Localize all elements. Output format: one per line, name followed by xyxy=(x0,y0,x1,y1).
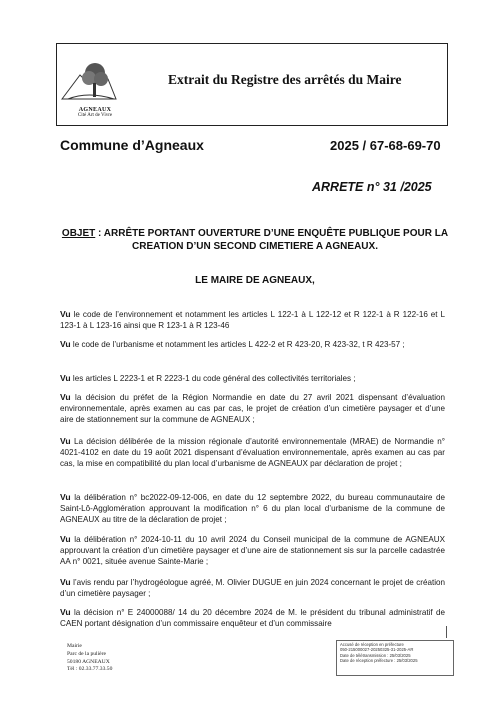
logo-caption xyxy=(55,107,135,118)
vu-word: Vu xyxy=(60,534,71,544)
visa-paragraph xyxy=(60,577,445,599)
vu-word: Vu xyxy=(60,392,71,402)
address-line: 50180 AGNEAUX xyxy=(67,658,110,665)
maire-heading: LE MAIRE DE AGNEAUX, xyxy=(195,275,315,286)
visa-text: la délibération n° bc2022-09-12-006, en date du 12 septembre 2022, du bureau communautaire de Saint-Lô-Agglomération approuvant la modification n° 6 du plan local d’urbanisme de la commune de AGNEAUX au titre de la déclaration de projet ; xyxy=(60,493,445,524)
prefecture-receipt-stamp xyxy=(336,640,454,676)
visa-text: la délibération n° 2024-10-11 du 10 avril 2024 du Conseil municipal de la commune de AGNEAUX approuvant la création d’un cimetière paysager et d’une aire de stationnement sis sur la parcelle cadastrée AA n° 0021, située avenue Sainte-Marie ; xyxy=(60,535,445,566)
visa-text: La décision délibérée de la mission régionale d’autorité environnementale (MRAE) de Normandie n° 4021-4102 en date du 19 août 2021 dispensant d’évaluation environnementale, après examen au cas par cas, la mise en compatibilité du plan local d’urbanisme de AGNEAUX par déclaration de projet ; xyxy=(60,437,445,468)
logo-name: AGNEAUX xyxy=(78,107,112,113)
objet-block xyxy=(60,227,450,253)
visa-paragraph xyxy=(60,436,445,469)
visa-paragraph xyxy=(60,373,445,384)
reference-number: 2025 / 67-68-69-70 xyxy=(330,138,441,153)
visa-paragraph xyxy=(60,309,445,331)
visa-paragraph xyxy=(60,492,445,525)
tree-icon xyxy=(58,45,122,107)
visa-paragraph xyxy=(60,534,445,567)
agneaux-logo xyxy=(58,45,122,115)
visa-paragraph xyxy=(60,392,445,425)
registry-title: Extrait du Registre des arrêtés du Maire xyxy=(168,72,402,87)
stamp-line: 050-215000027-20250325-31-2025-AR xyxy=(340,647,414,653)
visa-text: la décision n° E 24000088/ 14 du 20 décembre 2024 de M. le président du tribunal administratif de CAEN portant désignation d’un commissaire enquêteur et d’un commissaire xyxy=(60,608,445,628)
vu-word: Vu xyxy=(60,607,71,617)
commune-name: Commune d’Agneaux xyxy=(60,137,204,153)
address-line: Parc de la pulière xyxy=(67,650,106,657)
vu-word: Vu xyxy=(60,436,71,446)
stamp-line: Accusé de réception en préfecture xyxy=(340,642,404,647)
objet-label: OBJET xyxy=(61,228,96,239)
address-line: Mairie xyxy=(67,643,82,649)
vu-word: Vu xyxy=(60,577,71,587)
pen-mark xyxy=(446,626,447,638)
mairie-address xyxy=(67,643,112,674)
visa-paragraph xyxy=(60,607,445,629)
address-line: Tél : 02.33.77.33.50 xyxy=(67,666,113,673)
objet-text: : ARRÊTE PORTANT OUVERTURE D’UNE ENQUÊTE PUBLIQUE POUR LA CREATION D’UN SECOND CIMETIERE A AGNEAUX. xyxy=(95,228,449,252)
stamp-line: Date de réception préfecture : 25/03/2025 xyxy=(340,658,418,664)
visa-text: le code de l’environnement et notamment les articles L 122-1 à L 122-12 et R 122-1 à R 122-16 et L 123-1 à L 123-16 ainsi que R 123-1 à R 123-46 xyxy=(60,310,445,330)
stamp-line: Date de télétransmission : 25/03/2025 xyxy=(340,652,411,658)
vu-word: Vu xyxy=(60,339,71,349)
visa-text: les articles L 2223-1 et R 2223-1 du code général des collectivités territoriales ; xyxy=(70,374,356,383)
vu-word: Vu xyxy=(60,373,71,383)
visa-text: le code de l’urbanisme et notamment les articles L 422-2 et R 423-20, R 423-32, t R 423-57 ; xyxy=(70,340,405,349)
vu-word: Vu xyxy=(60,492,71,502)
visa-text: la décision du préfet de la Région Normandie en date du 27 avril 2021 dispensant d’évaluation environnementale, après examen au cas par cas, le projet de création d’un cimetière paysager et d’une aire de stationnement sur la commune de AGNEAUX ; xyxy=(60,393,445,424)
visa-text: l’avis rendu par l’hydrogéologue agréé, M. Olivier DUGUE en juin 2024 concernant le projet de création d’un cimetière paysager ; xyxy=(60,578,445,598)
logo-motto: Cité Art de Vivre xyxy=(77,113,113,118)
vu-word: Vu xyxy=(60,309,71,319)
arrete-number: ARRETE n° 31 /2025 xyxy=(312,180,432,194)
visa-paragraph xyxy=(60,339,445,350)
